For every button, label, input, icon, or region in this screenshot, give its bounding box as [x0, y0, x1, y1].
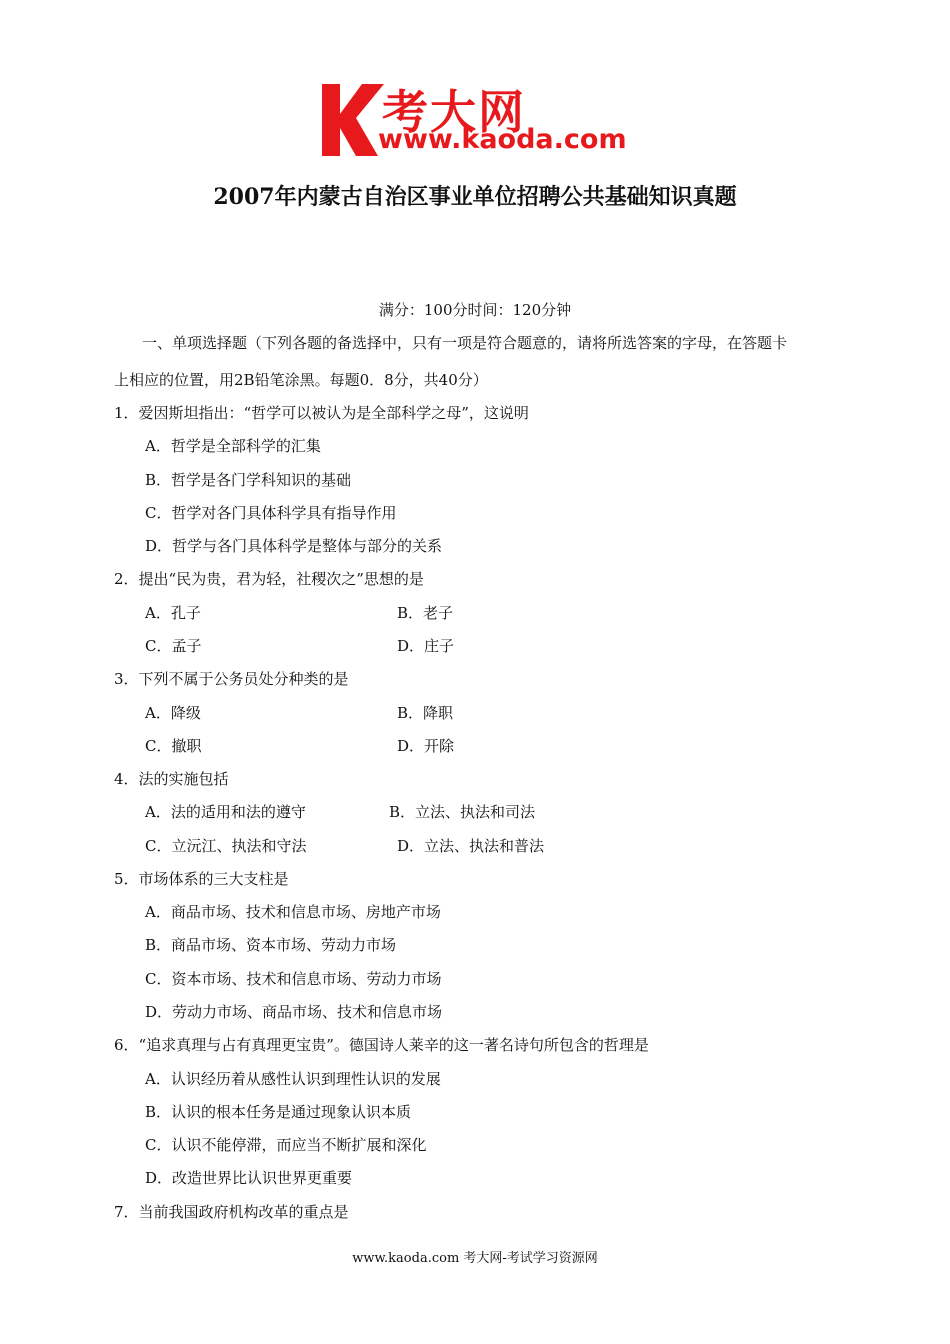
- question-option: B．哲学是各门学科知识的基础: [145, 471, 352, 489]
- question-option: D．改造世界比认识世界更重要: [145, 1169, 353, 1187]
- question-stem: 5．市场体系的三大支柱是: [114, 870, 289, 888]
- question-option: C．哲学对各门具体科学具有指导作用: [145, 504, 397, 522]
- question-option: C．立沅江、执法和守法: [145, 837, 307, 855]
- question-option: A．商品市场、技术和信息市场、房地产市场: [145, 903, 441, 921]
- logo-brand-text: 考大网: [382, 85, 526, 139]
- question-option: A．哲学是全部科学的汇集: [145, 437, 321, 455]
- question-option: A．认识经历着从感性认识到理性认识的发展: [145, 1070, 441, 1088]
- question-option: B．立法、执法和司法: [389, 803, 536, 821]
- score-line: 满分：100分时间：120分钟: [378, 301, 572, 319]
- question-option: A．孔子: [145, 604, 201, 622]
- question-option: C．认识不能停滞，而应当不断扩展和深化: [145, 1136, 427, 1154]
- logo-url-text: www.kaoda.com: [378, 124, 627, 155]
- question-option: A．法的适用和法的遵守: [145, 803, 306, 821]
- question-option: D．哲学与各门具体科学是整体与部分的关系: [145, 537, 443, 555]
- kaoda-logo: [320, 80, 640, 160]
- page-footer: www.kaoda.com 考大网-考试学习资源网: [352, 1251, 598, 1266]
- question-option: C．撤职: [145, 737, 202, 755]
- question-option: B．认识的根本任务是通过现象认识本质: [145, 1103, 412, 1121]
- section-instruction-line2: 上相应的位置，用2B铅笔涂黑。每题0．8分，共40分）: [114, 371, 488, 389]
- question-option: C．资本市场、技术和信息市场、劳动力市场: [145, 970, 442, 988]
- question-stem: 6．“追求真理与占有真理更宝贵”。德国诗人莱辛的这一著名诗句所包含的哲理是: [114, 1036, 649, 1054]
- question-stem: 1．爱因斯坦指出：“哲学可以被认为是全部科学之母”，这说明: [114, 404, 529, 422]
- question-option: C．孟子: [145, 637, 202, 655]
- question-option: A．降级: [145, 704, 201, 722]
- question-stem: 4．法的实施包括: [114, 770, 229, 788]
- question-stem: 3．下列不属于公务员处分种类的是: [114, 670, 349, 688]
- question-option: B．老子: [397, 604, 454, 622]
- question-stem: 2．提出“民为贵，君为轻，社稷次之”思想的是: [114, 570, 424, 588]
- question-option: B．商品市场、资本市场、劳动力市场: [145, 936, 397, 954]
- question-stem: 7．当前我国政府机构改革的重点是: [114, 1203, 349, 1221]
- question-option: D．开除: [397, 737, 455, 755]
- question-option: B．降职: [397, 704, 454, 722]
- question-option: D．立法、执法和普法: [397, 837, 545, 855]
- question-option: D．劳动力市场、商品市场、技术和信息市场: [145, 1003, 443, 1021]
- section-instruction-line1: 一、单项选择题（下列各题的备选择中，只有一项是符合题意的，请将所选答案的字母，在答题卡: [142, 334, 788, 352]
- question-option: D．庄子: [397, 637, 455, 655]
- document-title: 2007年内蒙古自治区事业单位招聘公共基础知识真题: [213, 184, 737, 210]
